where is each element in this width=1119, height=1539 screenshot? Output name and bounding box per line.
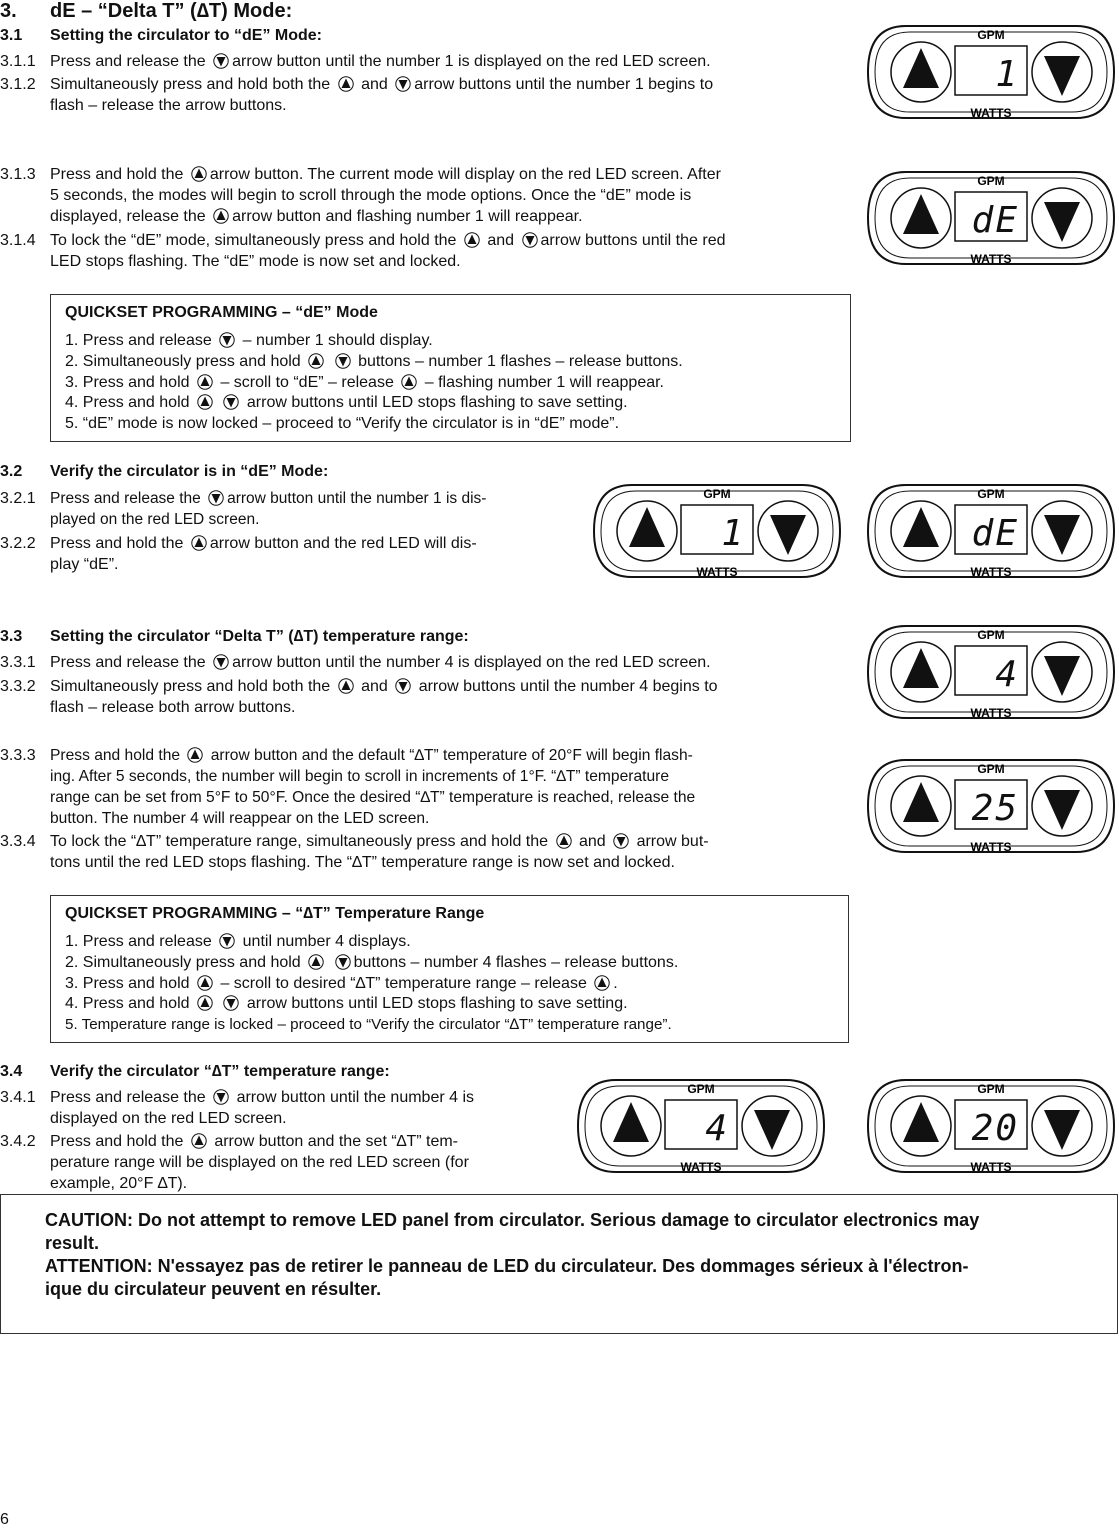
subsection-number: 3.4 [0,1063,23,1080]
down-arrow-button-icon [219,332,235,348]
quickset-step-3 [65,974,618,994]
quickset-step-4 [65,393,628,413]
caution-text-fr [45,1255,969,1301]
subsection-number: 3.1 [0,27,23,44]
led-readout: 20 [971,1108,1019,1149]
up-arrow-button-icon [187,747,203,763]
step-text: arrow but- [636,833,709,850]
down-arrow-button-icon [223,394,239,410]
subsection-title: Verify the circulator “∆T” temperature range: [50,1063,390,1080]
watts-label: WATTS [970,565,1012,579]
quickset-text: – number 1 should display. [242,332,433,349]
step-text: To lock the “dE” mode, simultaneously press and hold the [50,232,457,249]
led-readout: 4 [705,1108,729,1149]
gpm-label: GPM [977,28,1005,42]
step-number: 3.3.1 [0,654,36,671]
quickset-text: 2. Simultaneously press and hold [65,954,301,971]
up-arrow-button-icon [464,232,480,248]
down-arrow-button-icon [335,353,351,369]
gpm-label: GPM [977,762,1005,776]
quickset-text: arrow buttons until LED stops flashing to save setting. [246,394,628,411]
step-number: 3.2.2 [0,535,36,552]
gpm-label: GPM [977,628,1005,642]
up-arrow-button-icon [197,374,213,390]
step-text: Simultaneously press and hold both the [50,678,331,695]
step-text: flash – release the arrow buttons. [50,97,287,114]
led-panel-illustration [576,1076,826,1181]
led-panel-illustration [866,756,1116,861]
down-arrow-button-icon [208,490,224,506]
step-text: and [361,76,388,93]
step-text: arrow buttons until the number 1 begins to [414,76,714,93]
up-arrow-button-icon [191,1133,207,1149]
subsection-title: Setting the circulator “Delta T” (∆T) temperature range: [50,628,469,645]
caution-box [0,1194,1118,1334]
gpm-label: GPM [703,487,731,501]
led-panel-illustration [866,168,1116,273]
quickset-step-4 [65,994,628,1014]
up-arrow-button-icon [594,975,610,991]
up-arrow-button-icon [213,208,229,224]
caution-line: ATTENTION: N'essayez pas de retirer le panneau de LED du circulateur. Des dommages sérieux à l'électron- [45,1256,969,1276]
quickset-text: – scroll to desired “∆T” temperature range – release [220,975,587,992]
led-panel-graphic [866,481,1116,581]
step-text: arrow button and the red LED will dis- [209,535,477,552]
up-arrow-button-icon [197,394,213,410]
led-panel-illustration [592,481,842,586]
led-panel-illustration [866,481,1116,586]
step-3-1-2 [0,74,845,118]
step-text: button. The number 4 will reappear on the LED screen. [50,810,430,827]
led-readout: 4 [995,654,1019,695]
section-title: dE – “Delta T” (∆T) Mode: [50,0,293,22]
step-text: 5 seconds, the modes will begin to scroll through the mode options. Once the “dE” mode is [50,187,692,204]
led-panel-graphic [866,1076,1116,1176]
quickset-text: arrow buttons until LED stops flashing to save setting. [246,995,628,1012]
down-arrow-button-icon [213,53,229,69]
step-number: 3.1.3 [0,166,36,183]
step-number: 3.1.2 [0,76,36,93]
quickset-text: – scroll to “dE” – release [220,374,394,391]
step-text: played on the red LED screen. [50,511,260,528]
step-text: Press and hold the [50,535,184,552]
quickset-step-3 [65,373,664,393]
led-panel-illustration [866,1076,1116,1181]
step-text: and [361,678,388,695]
step-text: arrow button and the default “∆T” temperature of 20°F will begin flash- [210,747,693,764]
step-number: 3.3.3 [0,747,36,764]
led-panel-graphic [866,22,1116,122]
step-number: 3.2.1 [0,490,36,507]
subsection-title: Setting the circulator to “dE” Mode: [50,27,323,44]
down-arrow-button-icon [213,654,229,670]
step-text: Press and hold the [50,747,181,764]
step-text: displayed, release the [50,208,206,225]
page-number: 6 [0,1511,9,1528]
step-text: and [487,232,515,249]
up-arrow-button-icon [197,995,213,1011]
led-readout: 1 [995,54,1019,95]
down-arrow-button-icon [219,933,235,949]
step-text: arrow button and the set “∆T” tem- [214,1133,458,1150]
quickset-text: until number 4 displays. [242,933,411,950]
down-arrow-button-icon [395,76,411,92]
step-number: 3.3.4 [0,833,36,850]
led-readout: 1 [721,513,745,554]
quickset-text: 1. Press and release [65,332,212,349]
quickset-text: 4. Press and hold [65,394,190,411]
caution-text-en [45,1209,979,1255]
led-readout: dE [971,513,1019,554]
watts-label: WATTS [696,565,738,579]
gpm-label: GPM [977,174,1005,188]
quickset-text: – flashing number 1 will reappear. [424,374,664,391]
led-panel-graphic [866,756,1116,856]
watts-label: WATTS [680,1160,722,1174]
up-arrow-button-icon [308,353,324,369]
down-arrow-button-icon [522,232,538,248]
watts-label: WATTS [970,840,1012,854]
step-number: 3.1.1 [0,53,36,70]
quickset-box-de-mode [50,294,851,442]
step-text: arrow buttons until the number 4 begins to [418,678,718,695]
watts-label: WATTS [970,706,1012,720]
caution-line: CAUTION: Do not attempt to remove LED panel from circulator. Serious damage to circulator electronics may [45,1210,980,1230]
step-number: 3.4.1 [0,1089,36,1106]
quickset-step-5: 5. “dE” mode is now locked – proceed to “Verify the circulator is in “dE” mode”. [65,415,620,432]
step-number: 3.1.4 [0,232,36,249]
subsection-number: 3.2 [0,463,23,480]
step-text: To lock the “∆T” temperature range, simultaneously press and hold the [50,833,549,850]
caution-line: result. [45,1233,100,1253]
quickset-title: QUICKSET PROGRAMMING – “∆T” Temperature Range [65,905,485,922]
step-text: arrow button until the number 1 is dis- [227,490,487,507]
subsection-3-2-heading [0,463,329,481]
quickset-step-5: 5. Temperature range is locked – proceed to “Verify the circulator “∆T” temperature range”. [65,1016,672,1033]
step-number: 3.3.2 [0,678,36,695]
quickset-text: buttons – number 1 flashes – release buttons. [358,353,683,370]
led-panel-graphic [576,1076,826,1176]
subsection-number: 3.3 [0,628,23,645]
subsection-3-4-heading [0,1063,390,1081]
led-panel-illustration [866,622,1116,727]
led-panel-graphic [866,168,1116,268]
gpm-label: GPM [977,1082,1005,1096]
up-arrow-button-icon [338,678,354,694]
quickset-text: 3. Press and hold [65,975,190,992]
gpm-label: GPM [687,1082,715,1096]
step-text: arrow button and flashing number 1 will reappear. [232,208,583,225]
quickset-step-1 [65,932,411,952]
quickset-text: . [613,975,618,992]
step-text: Simultaneously press and hold both the [50,76,331,93]
step-text: Press and hold the [50,166,184,183]
quickset-box-delta-t [50,895,849,1043]
quickset-step-1 [65,331,433,351]
quickset-text: 1. Press and release [65,933,212,950]
step-text: play “dE”. [50,556,119,573]
step-text: ing. After 5 seconds, the number will begin to scroll in increments of 1°F. “∆T” temperature [50,768,670,785]
step-text: and [578,833,606,850]
down-arrow-button-icon [395,678,411,694]
step-text: Press and release the [50,654,206,671]
step-text: Press and release the [50,1089,206,1106]
down-arrow-button-icon [223,995,239,1011]
up-arrow-button-icon [191,535,207,551]
led-panel-illustration [866,22,1116,127]
step-text: range can be set from 5°F to 50°F. Once the desired “∆T” temperature is reached, release the [50,789,696,806]
step-text: LED stops flashing. The “dE” mode is now set and locked. [50,253,461,270]
step-text: displayed on the red LED screen. [50,1110,287,1127]
step-text: flash – release both arrow buttons. [50,699,296,716]
up-arrow-button-icon [191,166,207,182]
up-arrow-button-icon [556,833,572,849]
subsection-3-1-heading [0,27,323,45]
quickset-text: 4. Press and hold [65,995,190,1012]
down-arrow-button-icon [213,1089,229,1105]
up-arrow-button-icon [308,954,324,970]
step-text: arrow button. The current mode will display on the red LED screen. After [209,166,721,183]
step-text: tons until the red LED stops flashing. The “∆T” temperature range is now set and locked. [50,854,675,871]
down-arrow-button-icon [335,954,351,970]
step-text: arrow buttons until the red [540,232,726,249]
caution-line: ique du circulateur peuvent en résulter. [45,1279,382,1299]
quickset-step-2 [65,953,678,973]
step-number: 3.4.2 [0,1133,36,1150]
step-text: arrow button until the number 4 is [236,1089,475,1106]
led-readout: 25 [971,788,1019,829]
up-arrow-button-icon [401,374,417,390]
watts-label: WATTS [970,252,1012,266]
watts-label: WATTS [970,106,1012,120]
quickset-text: 2. Simultaneously press and hold [65,353,301,370]
quickset-step-2 [65,352,683,372]
subsection-title: Verify the circulator is in “dE” Mode: [50,463,329,480]
led-readout: dE [971,200,1019,241]
section-number: 3. [0,0,17,22]
quickset-title: QUICKSET PROGRAMMING – “dE” Mode [65,304,378,321]
step-text: arrow button until the number 1 is displayed on the red LED screen. [232,53,711,70]
step-text: example, 20°F ∆T). [50,1175,188,1192]
step-text: arrow button until the number 4 is displayed on the red LED screen. [232,654,711,671]
led-panel-graphic [592,481,842,581]
step-text: Press and release the [50,53,206,70]
section-heading [0,0,293,23]
watts-label: WATTS [970,1160,1012,1174]
up-arrow-button-icon [197,975,213,991]
step-text: perature range will be displayed on the red LED screen (for [50,1154,469,1171]
subsection-3-3-heading [0,628,469,646]
down-arrow-button-icon [613,833,629,849]
gpm-label: GPM [977,487,1005,501]
led-panel-graphic [866,622,1116,722]
quickset-text: buttons – number 4 flashes – release buttons. [353,954,679,971]
quickset-text: 3. Press and hold [65,374,190,391]
step-text: Press and release the [50,490,201,507]
step-text: Press and hold the [50,1133,184,1150]
up-arrow-button-icon [338,76,354,92]
